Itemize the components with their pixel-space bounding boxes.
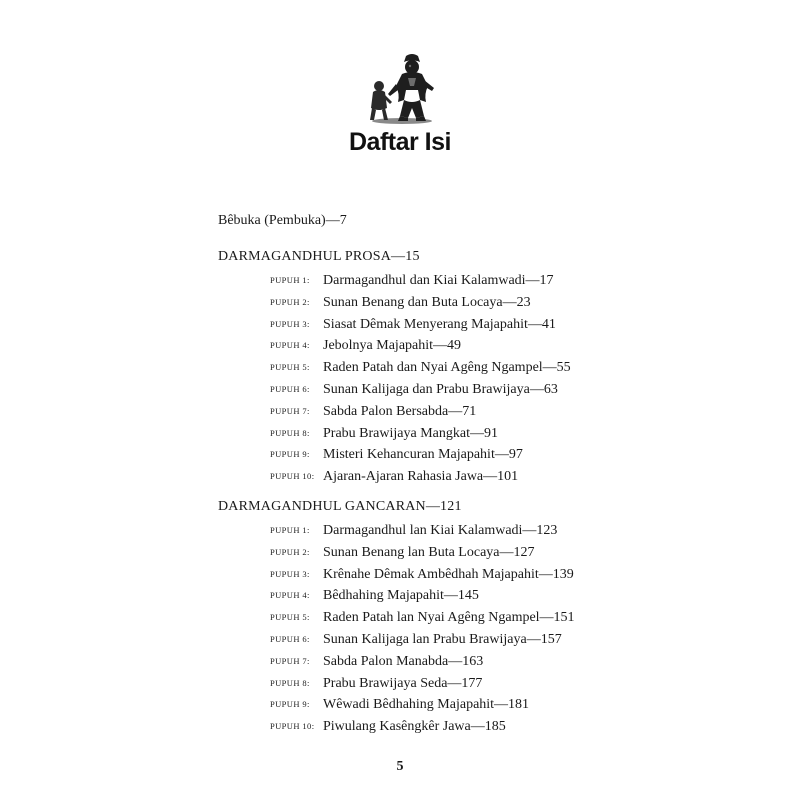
toc-entry bbox=[218, 542, 638, 564]
entry-title: Sunan Kalijaga dan Prabu Brawijaya—63 bbox=[323, 381, 558, 397]
entry-label: PUPUH 4: bbox=[270, 590, 310, 601]
entry-label: PUPUH 7: bbox=[270, 655, 310, 666]
toc-entry bbox=[218, 401, 638, 423]
entry-label: PUPUH 10: bbox=[270, 471, 315, 482]
toc-entry bbox=[218, 292, 638, 314]
entry-label: PUPUH 5: bbox=[270, 362, 310, 373]
entry-title: Piwulang Kasêngkêr Jawa—185 bbox=[323, 719, 506, 735]
toc-entry bbox=[218, 335, 638, 357]
entry-label: PUPUH 5: bbox=[270, 612, 310, 623]
toc-section-gancaran bbox=[218, 498, 638, 738]
toc-entry bbox=[218, 314, 638, 336]
toc-entry bbox=[218, 673, 638, 695]
toc-entry bbox=[218, 651, 638, 673]
entry-label: PUPUH 6: bbox=[270, 633, 310, 644]
entry-title: Sunan Benang lan Buta Locaya—127 bbox=[323, 544, 535, 560]
toc-entry bbox=[218, 716, 638, 738]
section-heading: DARMAGANDHUL PROSA—15 bbox=[218, 249, 420, 264]
toc-entry bbox=[218, 607, 638, 629]
toc-entry bbox=[218, 379, 638, 401]
page-title: Daftar Isi bbox=[349, 128, 451, 156]
entry-title: Wêwadi Bêdhahing Majapahit—181 bbox=[323, 697, 530, 713]
entry-title: Darmagandhul dan Kiai Kalamwadi—17 bbox=[323, 273, 554, 288]
toc-entry bbox=[218, 423, 638, 445]
entry-title: Raden Patah lan Nyai Agêng Ngampel—151 bbox=[323, 610, 575, 626]
entry-title: Sunan Benang dan Buta Locaya—23 bbox=[323, 294, 531, 310]
entry-label: PUPUH 1: bbox=[270, 525, 310, 535]
toc-entry bbox=[218, 357, 638, 379]
entry-title: Misteri Kehancuran Majapahit—97 bbox=[323, 447, 523, 463]
toc-entry bbox=[218, 270, 638, 292]
toc-entry bbox=[218, 585, 638, 607]
entry-label: PUPUH 9: bbox=[270, 699, 310, 710]
toc-entry bbox=[218, 444, 638, 466]
entry-label: PUPUH 8: bbox=[270, 427, 310, 438]
toc-intro-entry: Bêbuka (Pembuka)—7 bbox=[218, 213, 347, 228]
entry-title: Sabda Palon Manabda—163 bbox=[323, 653, 484, 669]
entry-title: Jebolnya Majapahit—49 bbox=[323, 338, 462, 354]
section-heading: DARMAGANDHUL GANCARAN—121 bbox=[218, 499, 462, 514]
toc-entry bbox=[218, 520, 638, 542]
entry-title: Prabu Brawijaya Mangkat—91 bbox=[323, 425, 498, 441]
entry-title: Raden Patah dan Nyai Agêng Ngampel—55 bbox=[323, 360, 571, 376]
entry-label: PUPUH 6: bbox=[270, 383, 310, 394]
entry-title: Sabda Palon Bersabda—71 bbox=[323, 403, 477, 419]
toc-entry bbox=[218, 694, 638, 716]
entry-label: PUPUH 3: bbox=[270, 568, 310, 579]
entry-title: Krênahe Dêmak Ambêdhah Majapahit—139 bbox=[323, 566, 574, 582]
entry-label: PUPUH 2: bbox=[270, 296, 310, 307]
entry-title: Bêdhahing Majapahit—145 bbox=[323, 588, 479, 604]
entry-label: PUPUH 9: bbox=[270, 449, 310, 460]
entry-label: PUPUH 8: bbox=[270, 677, 310, 688]
toc-section-prosa bbox=[218, 248, 638, 488]
entry-label: PUPUH 2: bbox=[270, 546, 310, 557]
entry-title: Prabu Brawijaya Seda—177 bbox=[323, 675, 483, 691]
entry-title: Siasat Dêmak Menyerang Majapahit—41 bbox=[323, 316, 556, 332]
entry-title: Darmagandhul lan Kiai Kalamwadi—123 bbox=[323, 523, 558, 538]
entry-label: PUPUH 1: bbox=[270, 275, 310, 285]
entry-title: Sunan Kalijaga lan Prabu Brawijaya—157 bbox=[323, 631, 562, 647]
wayang-figures-illustration bbox=[362, 50, 442, 125]
entry-label: PUPUH 4: bbox=[270, 340, 310, 351]
entry-label: PUPUH 3: bbox=[270, 318, 310, 329]
toc-entry bbox=[218, 466, 638, 488]
toc-entry bbox=[218, 564, 638, 586]
entry-label: PUPUH 7: bbox=[270, 405, 310, 416]
entry-label: PUPUH 10: bbox=[270, 721, 315, 732]
entry-title: Ajaran-Ajaran Rahasia Jawa—101 bbox=[323, 469, 519, 485]
page-number: 5 bbox=[396, 759, 404, 774]
toc-entry bbox=[218, 629, 638, 651]
